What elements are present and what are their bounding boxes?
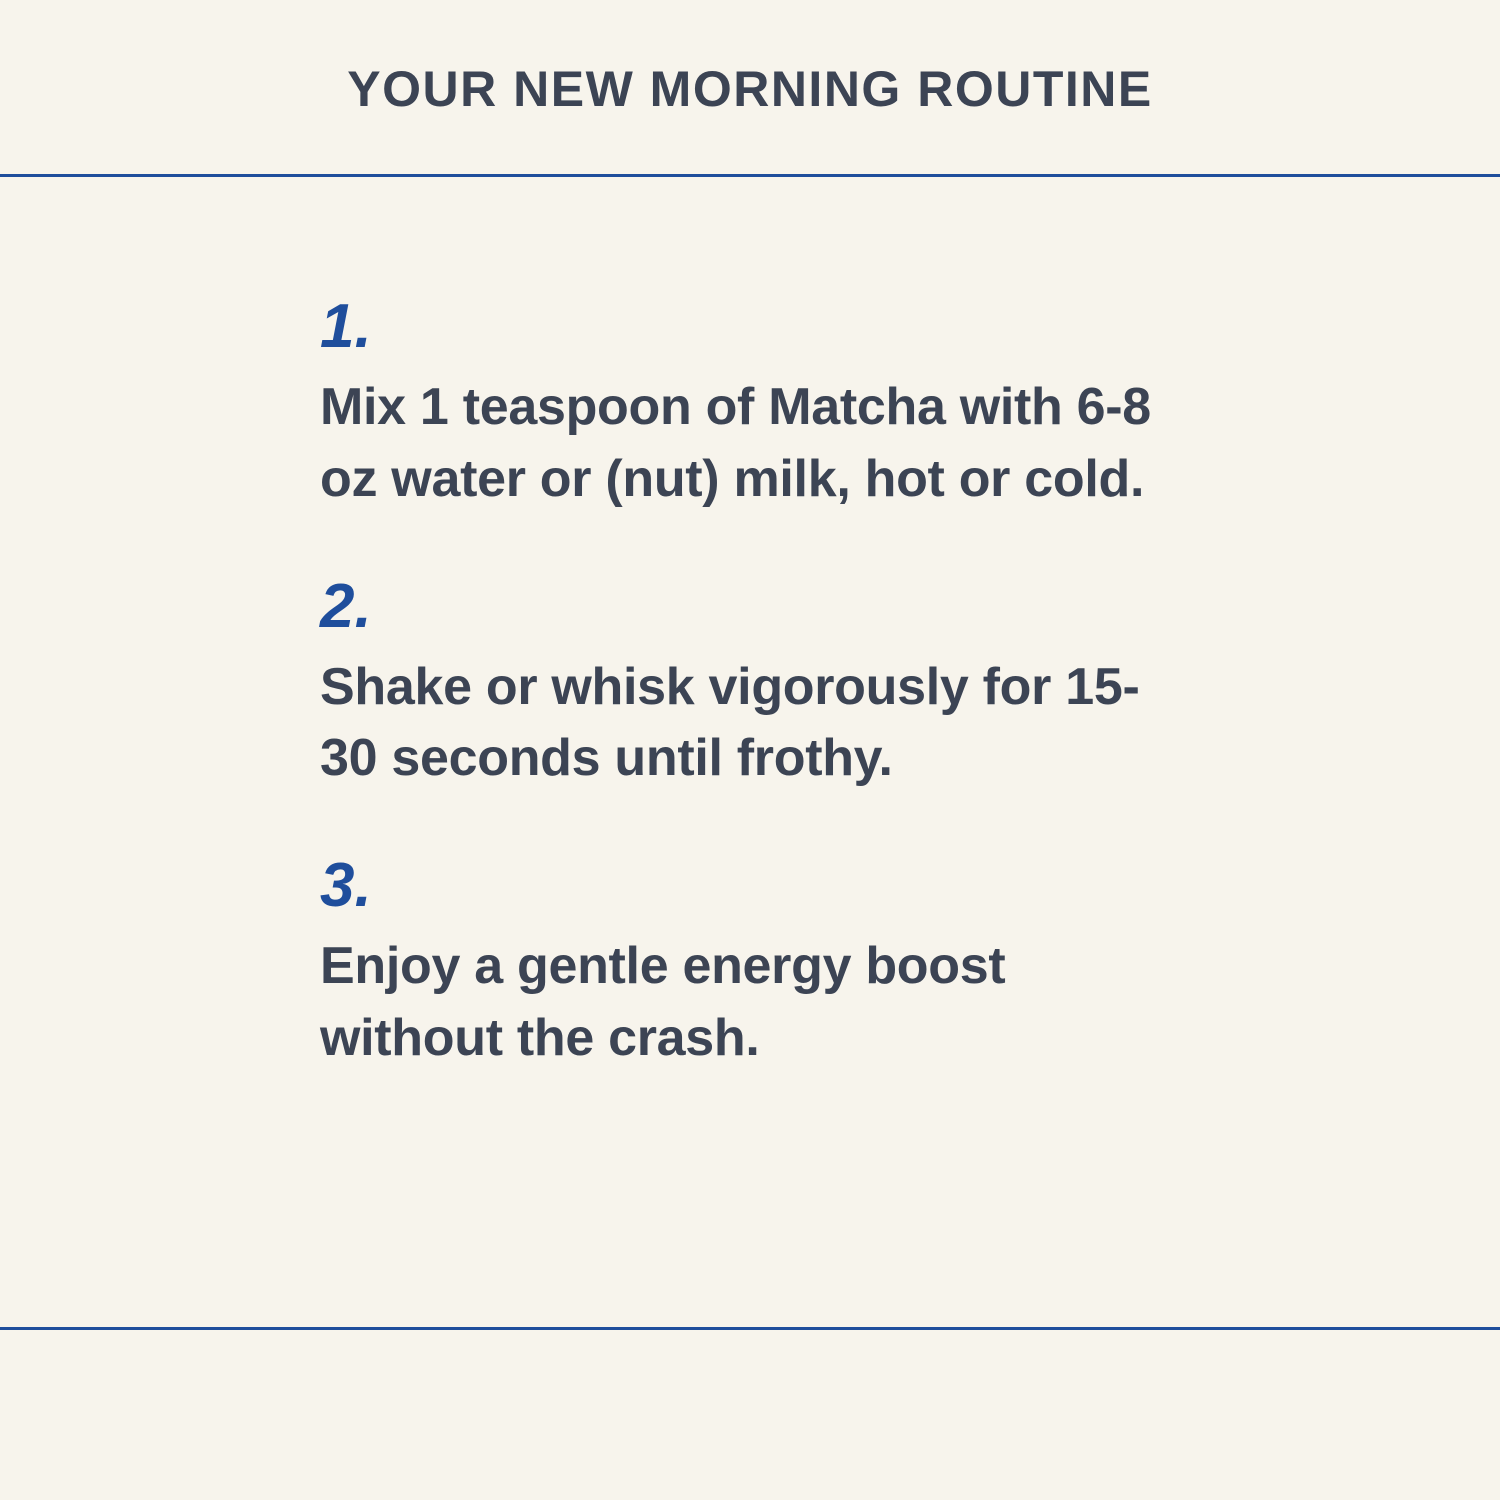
divider-bottom	[0, 1327, 1500, 1330]
list-item	[320, 292, 1220, 516]
step-text: Mix 1 teaspoon of Matcha with 6-8 oz water or (nut) milk, hot or cold.	[320, 378, 1151, 508]
step-text: Shake or whisk vigorously for 15-30 seconds until frothy.	[320, 657, 1140, 788]
step-number: 1.	[320, 292, 372, 361]
list-item	[320, 851, 1220, 1075]
step-number: 2.	[320, 571, 372, 641]
steps-list	[320, 292, 1220, 1075]
page-title: YOUR NEW MORNING ROUTINE	[347, 61, 1153, 117]
step-number: 3.	[320, 851, 372, 920]
step-text: Enjoy a gentle energy boost without the crash.	[320, 937, 1006, 1067]
divider-top	[0, 174, 1500, 177]
list-item	[320, 571, 1220, 796]
